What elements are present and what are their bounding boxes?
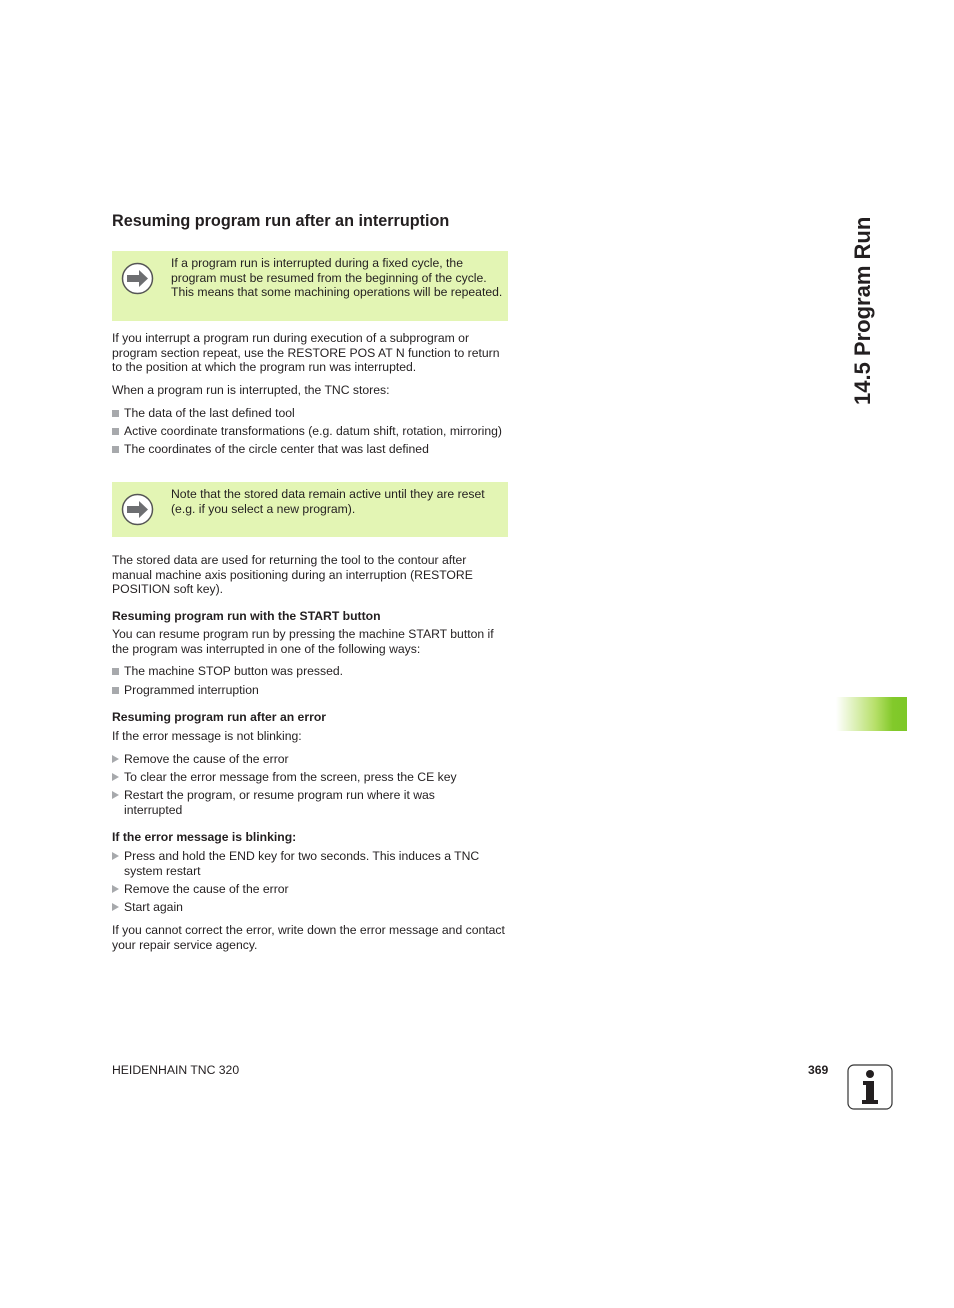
list-item: The coordinates of the circle center that was last defined [112,442,508,457]
note-box [112,251,508,321]
paragraph: If the error message is not blinking: [112,729,302,743]
bullet-icon [112,428,119,435]
note-text: If a program run is interrupted during a fixed cycle, the program must be resumed from the beginning of the cycle. This means that some machining operations will be repeated. [171,256,503,300]
page-number: 369 [808,1063,829,1077]
chapter-tab-marker [836,697,907,731]
note-text: Note that the stored data remain active until they are reset (e.g. if you select a new program). [171,487,485,516]
list-item: The machine STOP button was pressed. [112,664,508,679]
bullet-list [112,406,508,457]
triangle-icon [112,755,119,763]
step-item: Restart the program, or resume program run where it was interrupted [112,788,464,817]
step-list [112,752,508,817]
step-item: Remove the cause of the error [112,882,508,897]
step-item: Press and hold the END key for two seconds. This induces a TNC system restart [112,849,508,878]
info-icon [847,1064,893,1110]
paragraph: You can resume program run by pressing the machine START button if the program was interrupted in one of the following ways: [112,627,494,656]
arrow-right-icon [121,262,154,295]
bullet-list [112,664,508,697]
step-item: Start again [112,900,508,915]
note-box [112,482,508,537]
step-item: Remove the cause of the error [112,752,508,767]
subheading: Resuming program run with the START button [112,609,381,623]
bullet-icon [112,446,119,453]
subheading: Resuming program run after an error [112,710,327,724]
step-list [112,849,508,915]
triangle-icon [112,885,119,893]
section-title: Resuming program run after an interruption [112,212,450,230]
triangle-icon [112,773,119,781]
triangle-icon [112,791,119,799]
paragraph: If you interrupt a program run during execution of a subprogram or program section repeat, use the RESTORE POS AT N function to return to the position at which the program run was interrupted. [112,331,500,375]
subheading: If the error message is blinking: [112,830,297,844]
list-item: Active coordinate transformations (e.g. datum shift, rotation, mirroring) [112,424,508,439]
triangle-icon [112,903,119,911]
triangle-icon [112,852,119,860]
list-item: The data of the last defined tool [112,406,508,421]
paragraph: If you cannot correct the error, write down the error message and contact your repair service agency. [112,923,505,952]
bullet-icon [112,668,119,675]
list-item: Programmed interruption [112,683,508,698]
bullet-icon [112,687,119,694]
chapter-side-title: 14.5 Program Run [850,216,875,405]
step-item: To clear the error message from the screen, press the CE key [112,770,508,785]
bullet-icon [112,410,119,417]
paragraph: When a program run is interrupted, the TNC stores: [112,383,390,397]
paragraph: The stored data are used for returning the tool to the contour after manual machine axis positioning during an interruption (RESTORE POSITION soft key). [112,553,473,597]
footer-product: HEIDENHAIN TNC 320 [112,1063,240,1077]
arrow-right-icon [121,493,154,526]
